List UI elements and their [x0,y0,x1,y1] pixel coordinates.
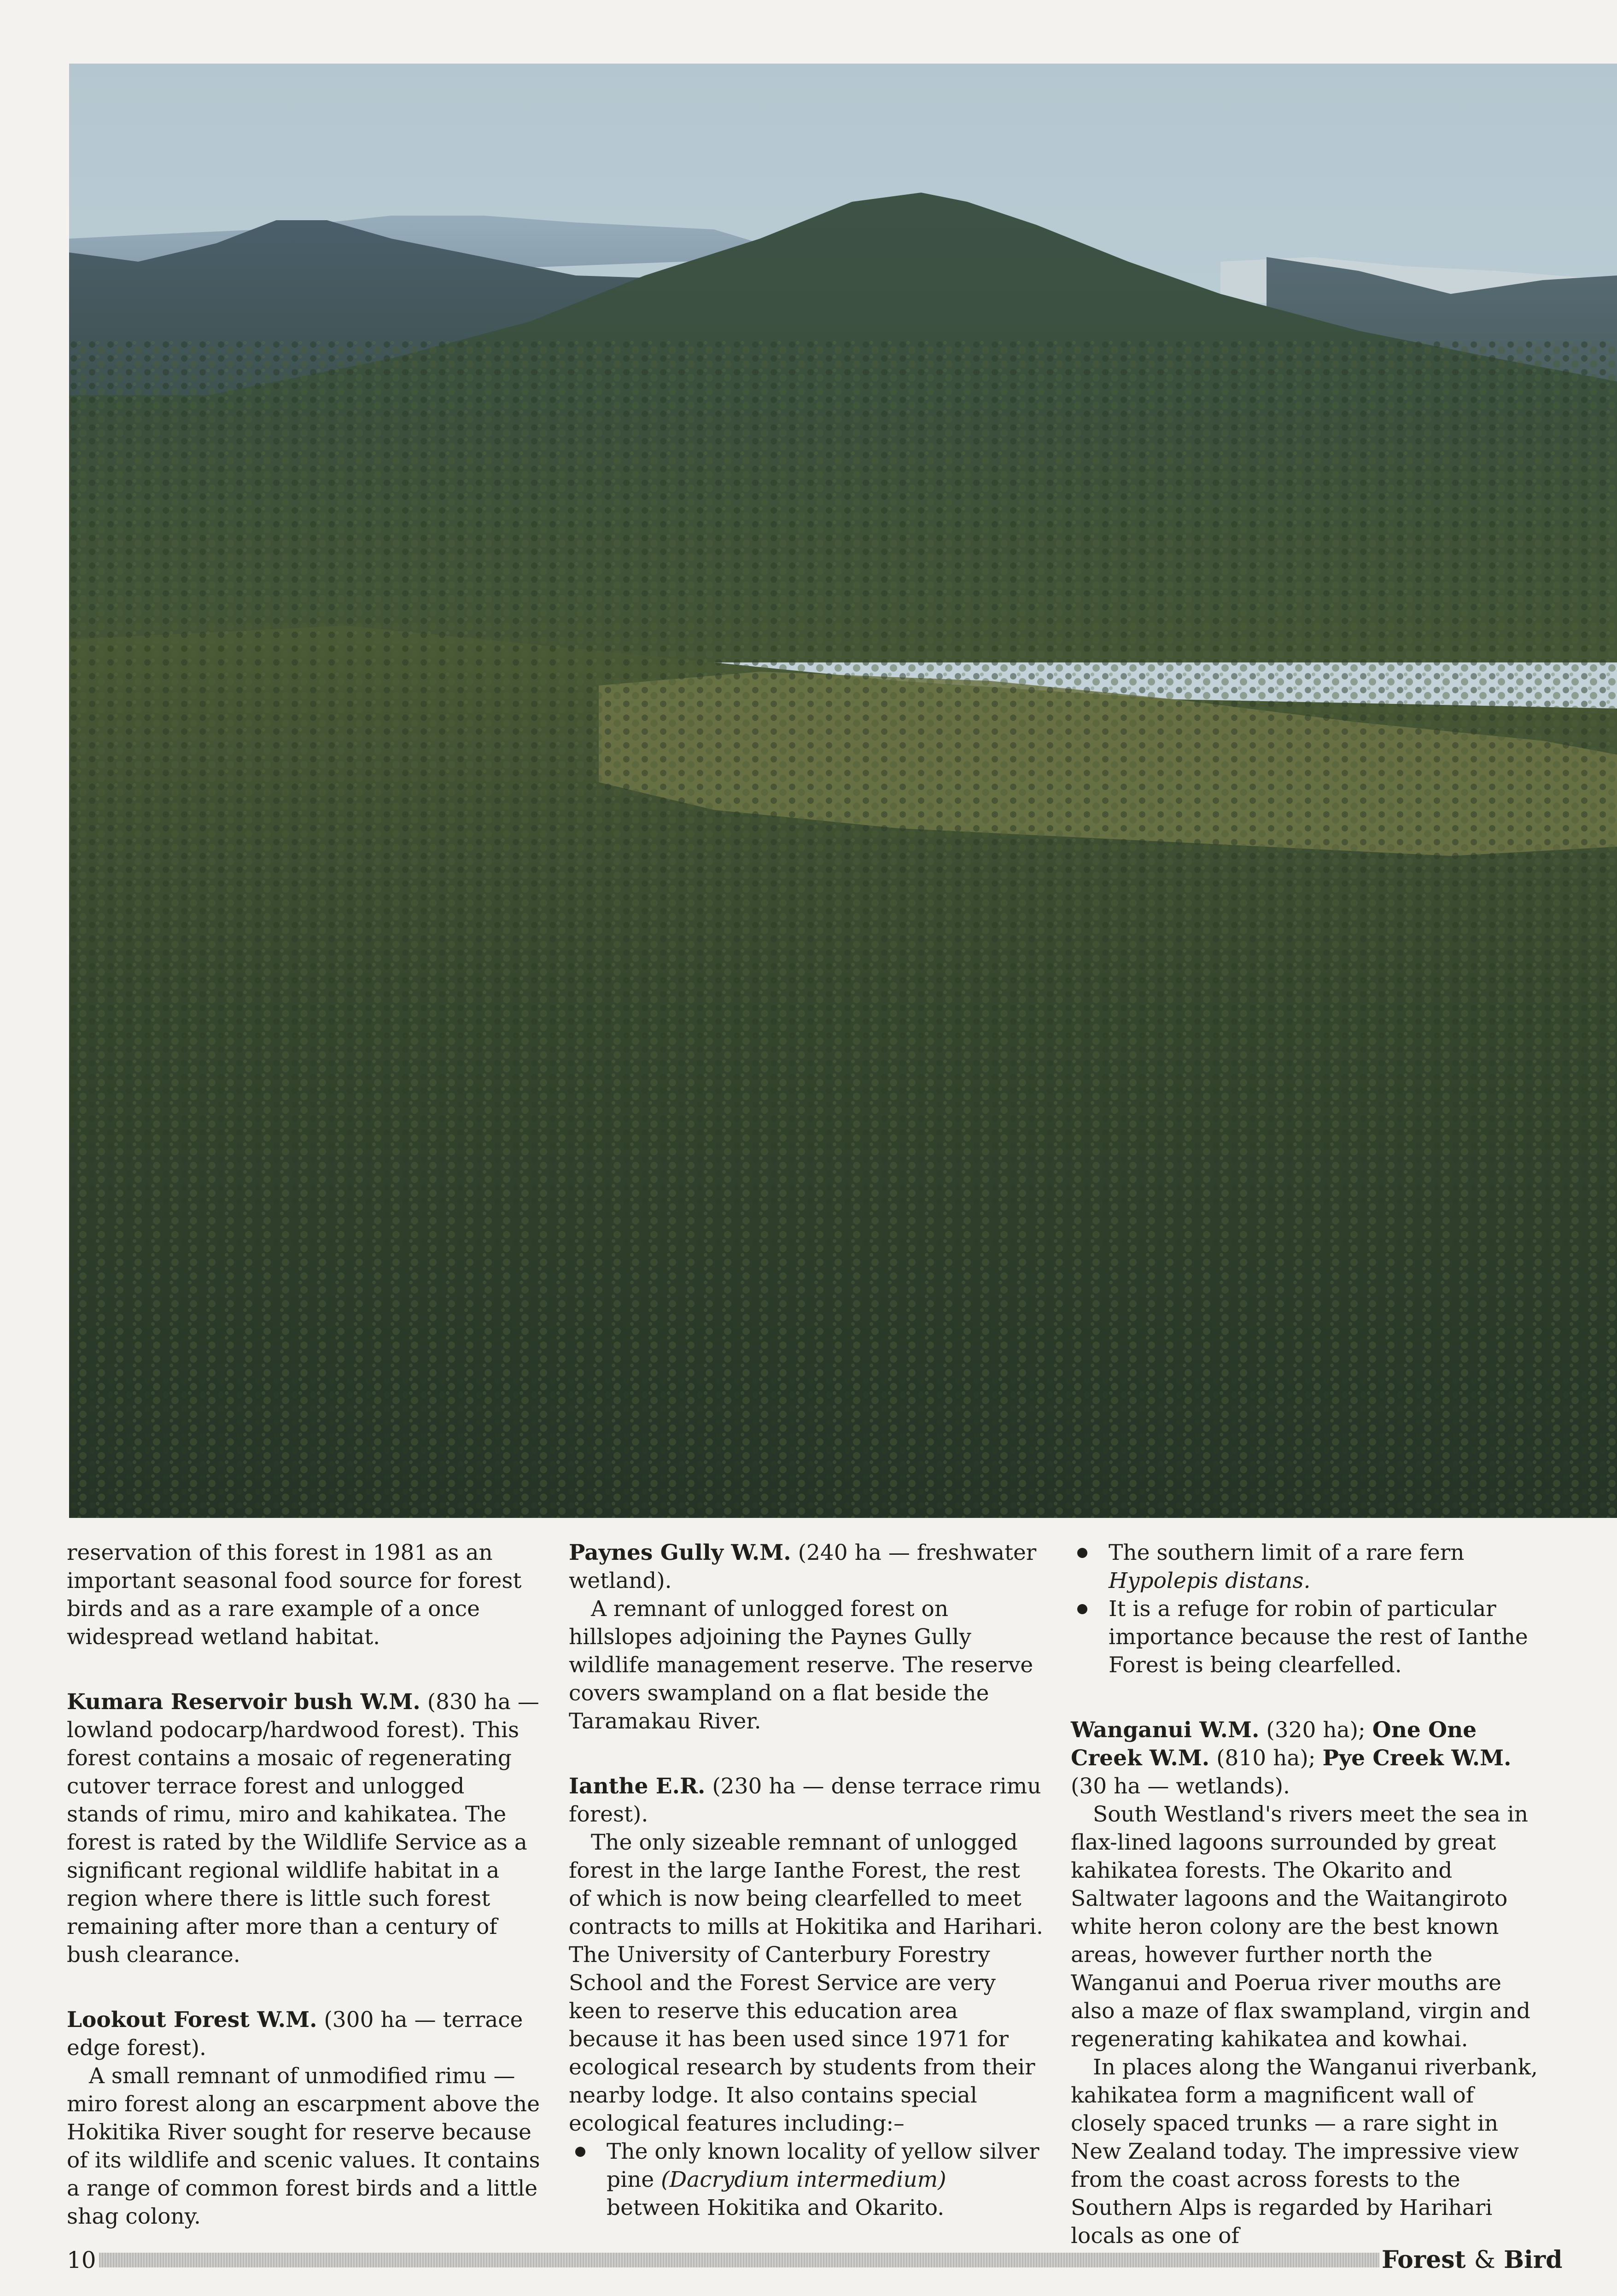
footer-rule [99,2253,1379,2267]
wanganui-body-1: South Westland's rivers meet the sea in flax-lined lagoons surrounded by great kahikatea forests. The Okarito and Saltwater lagoons and the Waitangiroto white heron colony are the best known areas, however further north the Wanganui and Poerua river mouths are also a maze of flax swampland, virgin and regenerating kahikatea and kowhai. [1071,1802,1530,2052]
bullet-item [569,2138,1043,2222]
paynes-title: Paynes Gully W.M. [569,1540,791,1565]
kumara-body: This forest contains a mosaic of regenerating cutover terrace forest and unlogged stands of rimu, miro and kahikatea. The forest is rated by the Wildlife Service as a significant regional wildlife habitat in a region where there is little such forest remaining after more than a century of bush clearance. [67,1717,527,1968]
article-columns [67,1539,1541,2249]
wanganui-entry [1071,1716,1545,1800]
brand-forest: Forest [1382,2246,1466,2274]
paynes-body: A remnant of unlogged forest on hillslopes adjoining the Paynes Gully wildlife management reserve. The reserve covers swampland on a flat beside the Taramakau River. [569,1596,1033,1734]
forest-landscape-illustration [69,64,1617,1518]
brand-bird: Bird [1504,2246,1563,2274]
wanganui-title: Wanganui W.M. [1071,1717,1260,1743]
pye-title: Pye Creek W.M. [1322,1745,1512,1771]
wanganui-body-2: In places along the Wanganui riverbank, kahikatea form a magnificent wall of closely spaced trunks — a rare sight in New Zealand today. The impressive view from the coast across forests to the Southern Alps is regarded by Harihari locals as one of [1071,2055,1538,2249]
paynes-intro: (240 ha — freshwater wetland). [569,1540,1037,1593]
kumara-title: Kumara Reservoir bush W.M. [67,1689,420,1715]
ianthe-body: The only sizeable remnant of unlogged forest in the large Ianthe Forest, the rest of which is now being clearfelled to meet contracts to mills at Hokitika and Harihari. The University of Canterbury Forestry School and the Forest Service are very keen to reserve this education area because it has been used since 1971 for ecological research by students from their nearby lodge. It also contains special ecological features including:– [569,1830,1043,2136]
lookout-body: A small remnant of unmodified rimu — miro forest along an escarpment above the Hokitika River sought for reserve because of its wildlife and scenic values. It contains a range of common forest birds and a little shag colony. [67,2063,540,2229]
bullet-item: It is a refuge for robin of particular importance because the rest of Ianthe Forest is being clearfelled. [1071,1595,1545,1679]
brand-amp: & [1474,2246,1495,2274]
wanganui-ha: (320 ha); [1266,1717,1366,1743]
bullet1-end: between Hokitika and Okarito. [607,2195,945,2220]
bullet2-species: Hypolepis distans. [1109,1568,1311,1593]
intro-paragraph: reservation of this forest in 1981 as an important seasonal food source for forest birds and as a rare example of a once widespread wetland habitat. [67,1540,522,1650]
bullet1-text: The only known locality of yellow silver pine [607,2139,1039,2192]
lookout-entry [67,2006,541,2062]
column-3 [1071,1539,1545,2250]
lookout-intro: (300 ha — terrace edge forest). [67,2007,523,2061]
lookout-title: Lookout Forest W.M. [67,2007,317,2032]
aerial-forest-photo [69,64,1617,1518]
oneone-ha: (810 ha); [1216,1745,1316,1771]
paynes-entry [569,1539,1043,1595]
ianthe-intro: (230 ha — dense terrace rimu forest). [569,1774,1041,1827]
ianthe-entry [569,1772,1043,1828]
kumara-intro: (830 ha — lowland podocarp/hardwood forest). [67,1689,539,1743]
bullet1-species: (Dacrydium intermedium) [661,2167,946,2192]
oneone-title: One One Creek W.M. [1071,1717,1477,1771]
pye-ha: (30 ha — wetlands). [1071,1774,1290,1799]
page-footer [67,2246,1563,2274]
bullet2-text: The southern limit of a rare fern [1109,1540,1465,1565]
column-1 [67,1539,541,2231]
kumara-entry [67,1688,541,1969]
column-2 [569,1539,1043,2222]
ianthe-title: Ianthe E.R. [569,1774,706,1799]
page-number: 10 [67,2247,96,2273]
magazine-title [1382,2246,1563,2274]
bullet-item [1071,1539,1545,1595]
